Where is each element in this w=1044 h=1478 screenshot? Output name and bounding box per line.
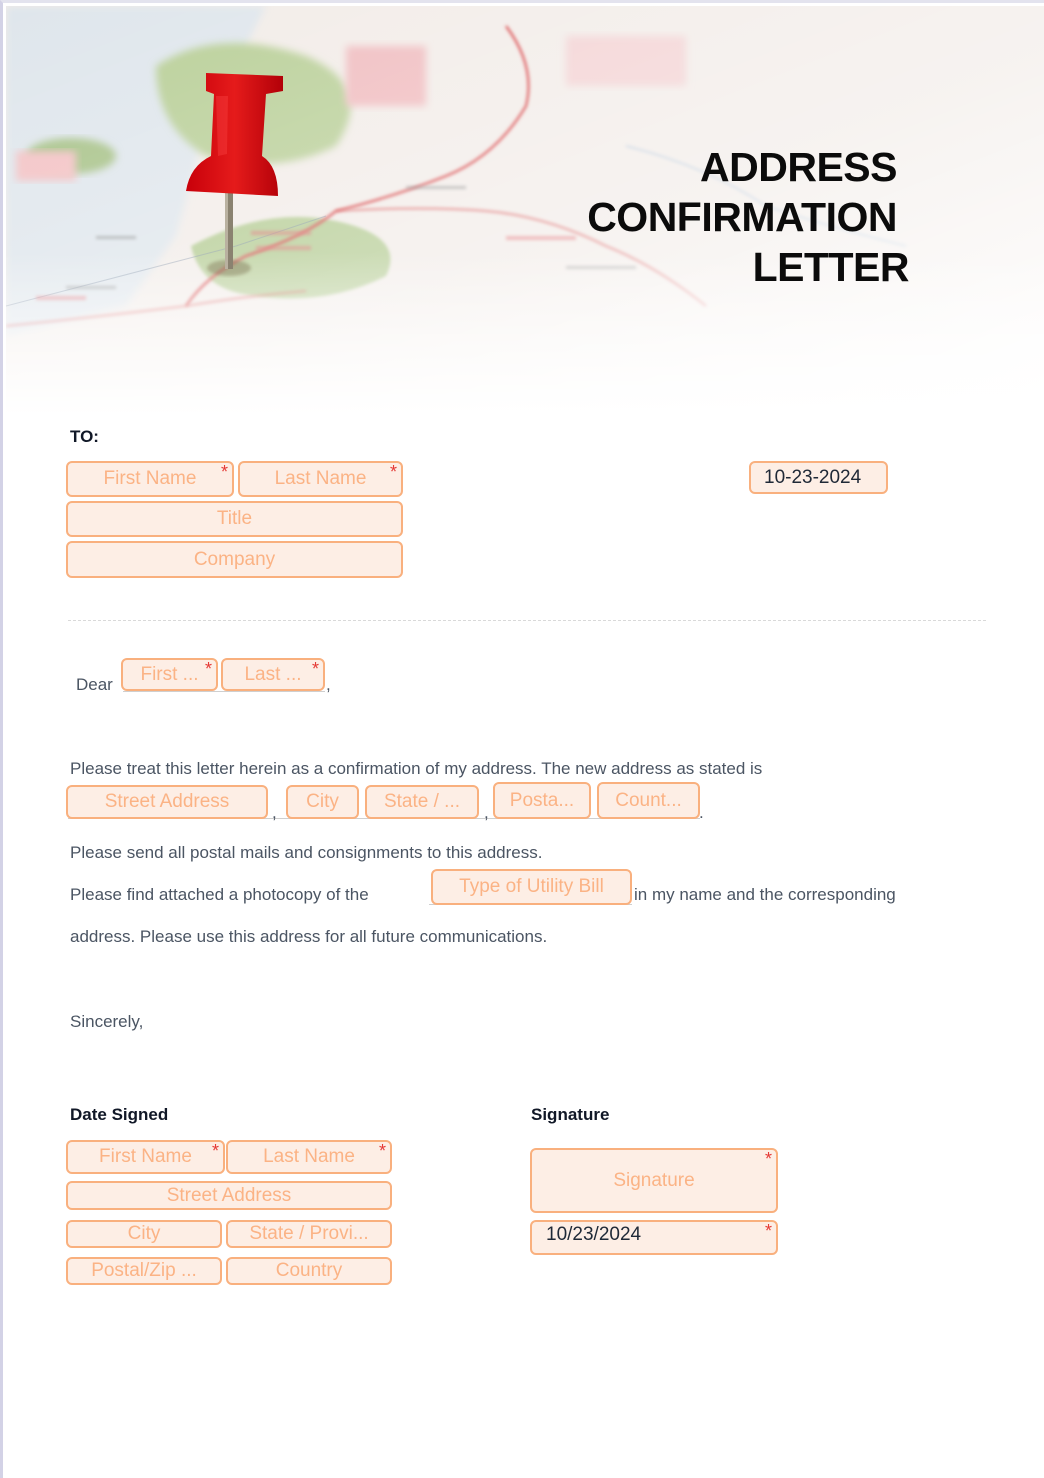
- sender-country-field[interactable]: [226, 1257, 392, 1285]
- new-city-placeholder: City: [306, 791, 339, 812]
- new-country-placeholder: Count...: [615, 789, 682, 811]
- new-state-placeholder: State / ...: [383, 791, 461, 812]
- paragraph-future-communications: address. Please use this address for all future communications.: [70, 927, 548, 946]
- section-divider: [68, 620, 986, 621]
- recipient-first-name-field[interactable]: [66, 461, 234, 497]
- required-asterisk-icon: *: [204, 659, 212, 679]
- signature-label: Signature: [531, 1105, 610, 1124]
- paragraph-attached-start: Please find attached a photocopy of the: [70, 885, 369, 904]
- salutation-prefix: Dear: [76, 675, 113, 694]
- signature-date-field[interactable]: [530, 1220, 778, 1255]
- salutation-underline: [123, 691, 325, 692]
- recipient-last-name-placeholder: Last Name: [274, 468, 367, 489]
- title-line-2: CONFIRMATION: [587, 194, 897, 240]
- recipient-title-placeholder: Title: [216, 508, 253, 529]
- sender-last-name-placeholder: Last Name: [263, 1146, 355, 1167]
- sender-last-name-field[interactable]: [226, 1140, 392, 1174]
- date-signed-label: Date Signed: [70, 1105, 169, 1124]
- required-asterisk-icon: *: [211, 1141, 219, 1161]
- salutation-first-name-field[interactable]: [121, 658, 218, 691]
- sender-city-placeholder: City: [127, 1223, 161, 1244]
- letter-date-value: 10-23-2024: [764, 466, 862, 488]
- salutation-last-name-field[interactable]: [221, 658, 325, 691]
- salutation-first-name-placeholder: First ...: [140, 663, 199, 685]
- sender-postal-code-field[interactable]: [66, 1257, 222, 1285]
- address-comma-2: ,: [484, 803, 489, 822]
- to-label: TO:: [70, 427, 99, 446]
- required-asterisk-icon: *: [220, 462, 228, 482]
- letter-date-field[interactable]: [749, 461, 888, 494]
- sender-postal-code-placeholder: Postal/Zip ...: [91, 1260, 197, 1281]
- new-street-address-field[interactable]: [66, 785, 268, 819]
- new-country-field[interactable]: [597, 782, 700, 819]
- sender-state-field[interactable]: [226, 1220, 392, 1248]
- new-street-address-placeholder: Street Address: [104, 791, 230, 812]
- title-line-3: LETTER: [752, 244, 909, 290]
- recipient-first-name-placeholder: First Name: [103, 468, 197, 489]
- new-city-field[interactable]: [286, 785, 359, 819]
- document-title: [587, 142, 909, 292]
- recipient-last-name-field[interactable]: [238, 461, 403, 497]
- required-asterisk-icon: *: [764, 1149, 772, 1169]
- address-period: .: [699, 803, 704, 822]
- paragraph-address-intro: Please treat this letter herein as a confirmation of my address. The new address as stated is: [70, 759, 763, 778]
- sender-street-address-field[interactable]: [66, 1181, 392, 1210]
- sender-first-name-placeholder: First Name: [99, 1146, 192, 1167]
- sender-state-placeholder: State / Provi...: [249, 1223, 369, 1244]
- recipient-title-field[interactable]: [66, 501, 403, 537]
- sender-city-field[interactable]: [66, 1220, 222, 1248]
- title-line-1: ADDRESS: [700, 144, 897, 190]
- required-asterisk-icon: *: [378, 1141, 386, 1161]
- closing-sincerely: Sincerely,: [70, 1012, 144, 1031]
- new-state-field[interactable]: [365, 785, 479, 819]
- required-asterisk-icon: *: [764, 1221, 772, 1241]
- salutation-comma: ,: [326, 675, 331, 694]
- sender-street-address-placeholder: Street Address: [166, 1184, 292, 1206]
- new-postal-code-placeholder: Posta...: [509, 789, 575, 811]
- salutation-last-name-placeholder: Last ...: [244, 663, 302, 685]
- sender-country-placeholder: Country: [275, 1260, 343, 1281]
- signature-placeholder: Signature: [613, 1169, 695, 1191]
- utility-bill-type-field[interactable]: [431, 869, 632, 905]
- required-asterisk-icon: *: [389, 462, 397, 482]
- header-map-image: [6, 6, 1044, 416]
- paragraph-attached-end: in my name and the corresponding: [634, 885, 896, 904]
- signature-date-value: 10/23/2024: [546, 1224, 642, 1245]
- paragraph-send-mail: Please send all postal mails and consignments to this address.: [70, 843, 543, 862]
- utility-bill-type-placeholder: Type of Utility Bill: [459, 876, 604, 897]
- recipient-company-placeholder: Company: [193, 548, 276, 570]
- signature-field[interactable]: [530, 1148, 778, 1213]
- address-comma-1: ,: [272, 803, 277, 822]
- recipient-company-field[interactable]: [66, 541, 403, 578]
- sender-first-name-field[interactable]: [66, 1140, 225, 1174]
- new-postal-code-field[interactable]: [493, 782, 591, 819]
- required-asterisk-icon: *: [311, 659, 319, 679]
